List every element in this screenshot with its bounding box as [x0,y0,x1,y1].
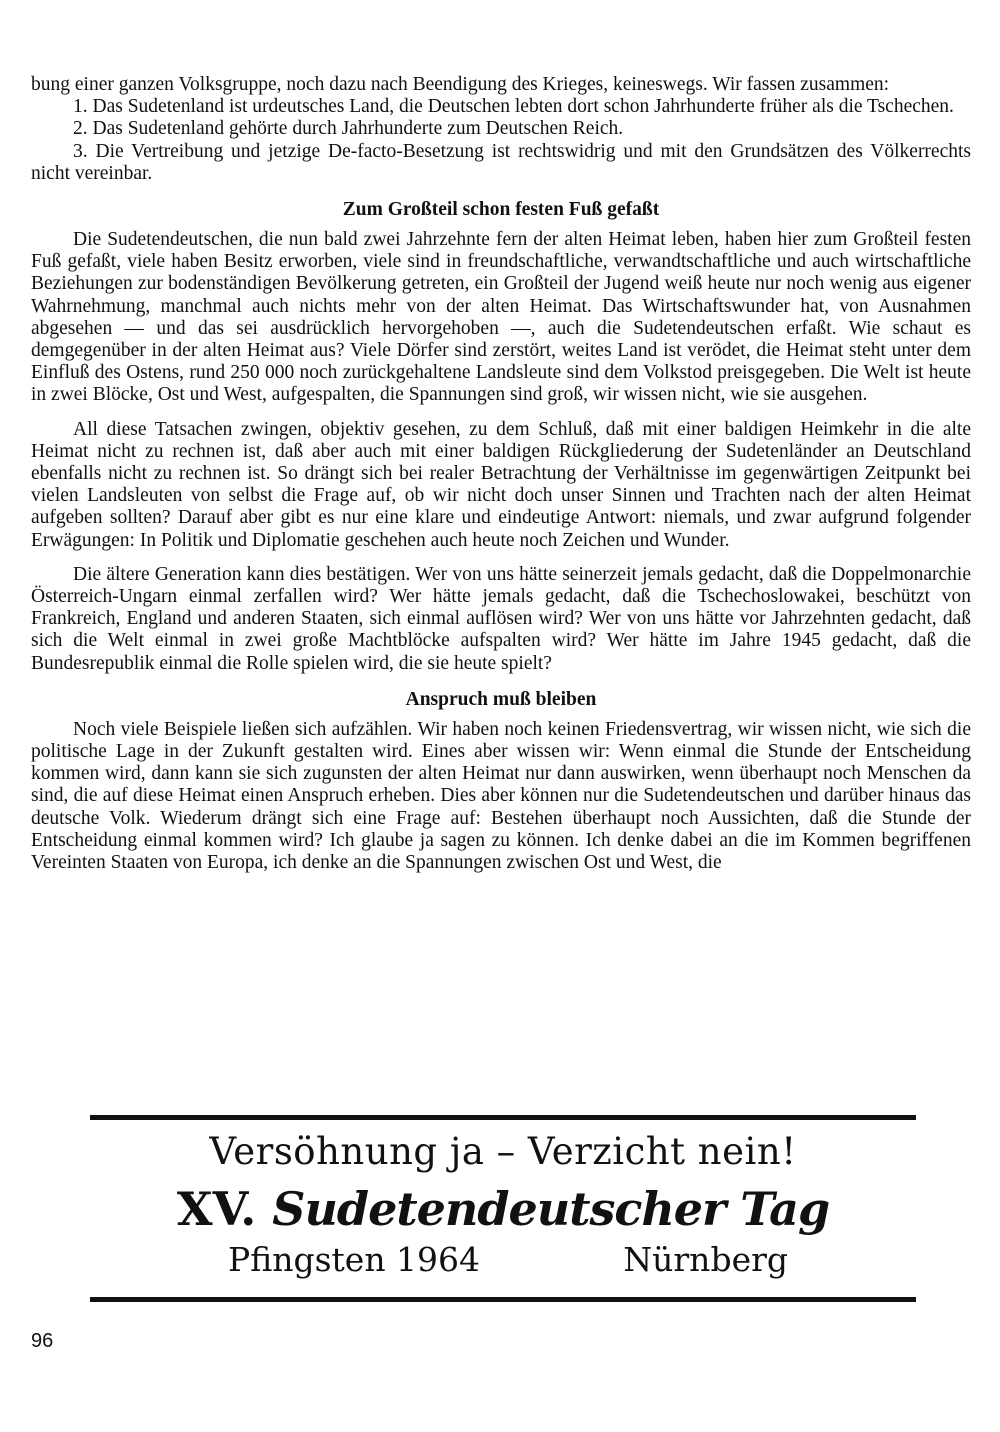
banner-date: Pfingsten 1964 [228,1240,481,1279]
summary-point-1: 1. Das Sudetenland ist urdeutsches Land, die Deutschen lebten dort schon Jahrhunderte früher als die Tschechen. [73,96,954,118]
event-banner [90,1093,916,1308]
banner-date-place [228,1240,788,1280]
intro-paragraph: bung einer ganzen Volksgruppe, noch dazu nach Beendigung des Krieges, keineswegs. Wir fassen zusammen: [31,74,890,95]
section-heading-anspruch: Anspruch muß bleiben [405,688,597,710]
paragraph: All diese Tatsachen zwingen, objektiv gesehen, zu dem Schluß, daß mit einer baldigen Heimkehr in die alte Heimat nicht zu rechnen ist, daß aber auch mit einer baldigen Rückgliederung der Sudetenländer an Deutschland ebenfalls nicht zu rechnen ist. So drängt sich bei realer Betrachtung der Verhältnisse im gegenwärtigen Zeitpunkt bei vielen Landsleuten von selbst die Frage auf, ob wir nicht doch unser Sinnen und Trachten nach der alten Heimat aufgeben sollten? Darauf aber gibt es nur eine klare und eindeutige Antwort: niemals, und zwar aufgrund folgender Erwägungen: In Politik und Diplomatie geschehen auch heute noch Zeichen und Wunder. [31,418,971,551]
banner-slogan: Versöhnung ja – Verzicht nein! [209,1130,797,1173]
banner-bottom-rule [90,1297,916,1302]
section-heading-grossteil: Zum Großteil schon festen Fuß gefaßt [342,199,660,221]
banner-event-title [90,1181,916,1237]
paragraph: Die Sudetendeutschen, die nun bald zwei Jahrzehnte fern der alten Heimat leben, haben hier zum Großteil festen Fuß gefaßt, viele haben Besitz erworben, viele sind in freundschaftliche, verwandtschaftliche und auch wirtschaftliche Beziehungen zur bodenständigen Bevölkerung getreten, ein Großteil der Jugend weiß heute nur noch wenig aus eigener Wahrnehmung, manchmal auch nichts mehr von der alten Heimat. Das Wirtschaftswunder hat, von Ausnahmen abgesehen — und das sei ausdrücklich hervorgehoben —, auch die Sudetendeutschen erfaßt. Wie schaut es demgegenüber in der alten Heimat aus? Viele Dörfer sind zerstört, weites Land ist verödet, die Heimat steht unter dem Einfluß des Ostens, rund 250 000 noch zurückgehaltene Landsleute sind dem Volkstod preisgegeben. Die Welt ist heute in zwei Blöcke, Ost und West, aufgespalten, die Spannungen sind groß, wir wissen nicht, wie sie ausgehen. [31,229,971,406]
banner-city: Nürnberg [623,1240,788,1279]
article-body [31,74,971,874]
summary-point-3: 3. Die Vertreibung und jetzige De-facto-Besetzung ist rechtswidrig und mit den Grundsätzen des Völkerrechts nicht vereinbar. [31,140,971,184]
paragraph: Die ältere Generation kann dies bestätigen. Wer von uns hätte seinerzeit jemals gedacht, daß die Doppelmonarchie Österreich-Ungarn einmal zerfallen wird? Wer hätte jemals gedacht, daß die Tschechoslowakei, beschützt von Frankreich, England und anderen Staaten, sich einmal auflösen wird? Wer von uns hätte vor Jahrzehnten gedacht, daß sich die Welt einmal in zwei große Machtblöcke aufspalten wird? Wer hätte im Jahre 1945 gedacht, daß die Bundesrepublik einmal die Rolle spielen wird, die sie heute spielt? [31,563,971,674]
banner-event-number: XV. [176,1182,257,1236]
banner-event-name: Sudetendeutscher Tag [272,1182,830,1236]
banner-top-rule [90,1115,916,1120]
paragraph: Noch viele Beispiele ließen sich aufzählen. Wir haben noch keinen Friedensvertrag, wir wissen nicht, wie sich die politische Lage in der Zukunft gestalten wird. Eines aber wissen wir: Wenn einmal die Stunde der Entscheidung kommen wird, dann kann sie sich zugunsten der alten Heimat nur dann auswirken, wenn überhaupt noch Menschen da sind, die auf diese Heimat einen Anspruch erheben. Dies aber können nur die Sudetendeutschen und darüber hinaus das deutsche Volk. Wiederum drängt sich eine Frage auf: Bestehen überhaupt noch Aussichten, daß die Stunde der Entscheidung einmal kommen wird? Ich glaube ja sagen zu können. Ich denke dabei an die im Kommen begriffenen Vereinten Staaten von Europa, ich denke an die Spannungen zwischen Ost und West, die [31,718,971,874]
page-number: 96 [31,1330,54,1352]
summary-point-2: 2. Das Sudetenland gehörte durch Jahrhunderte zum Deutschen Reich. [73,118,624,140]
